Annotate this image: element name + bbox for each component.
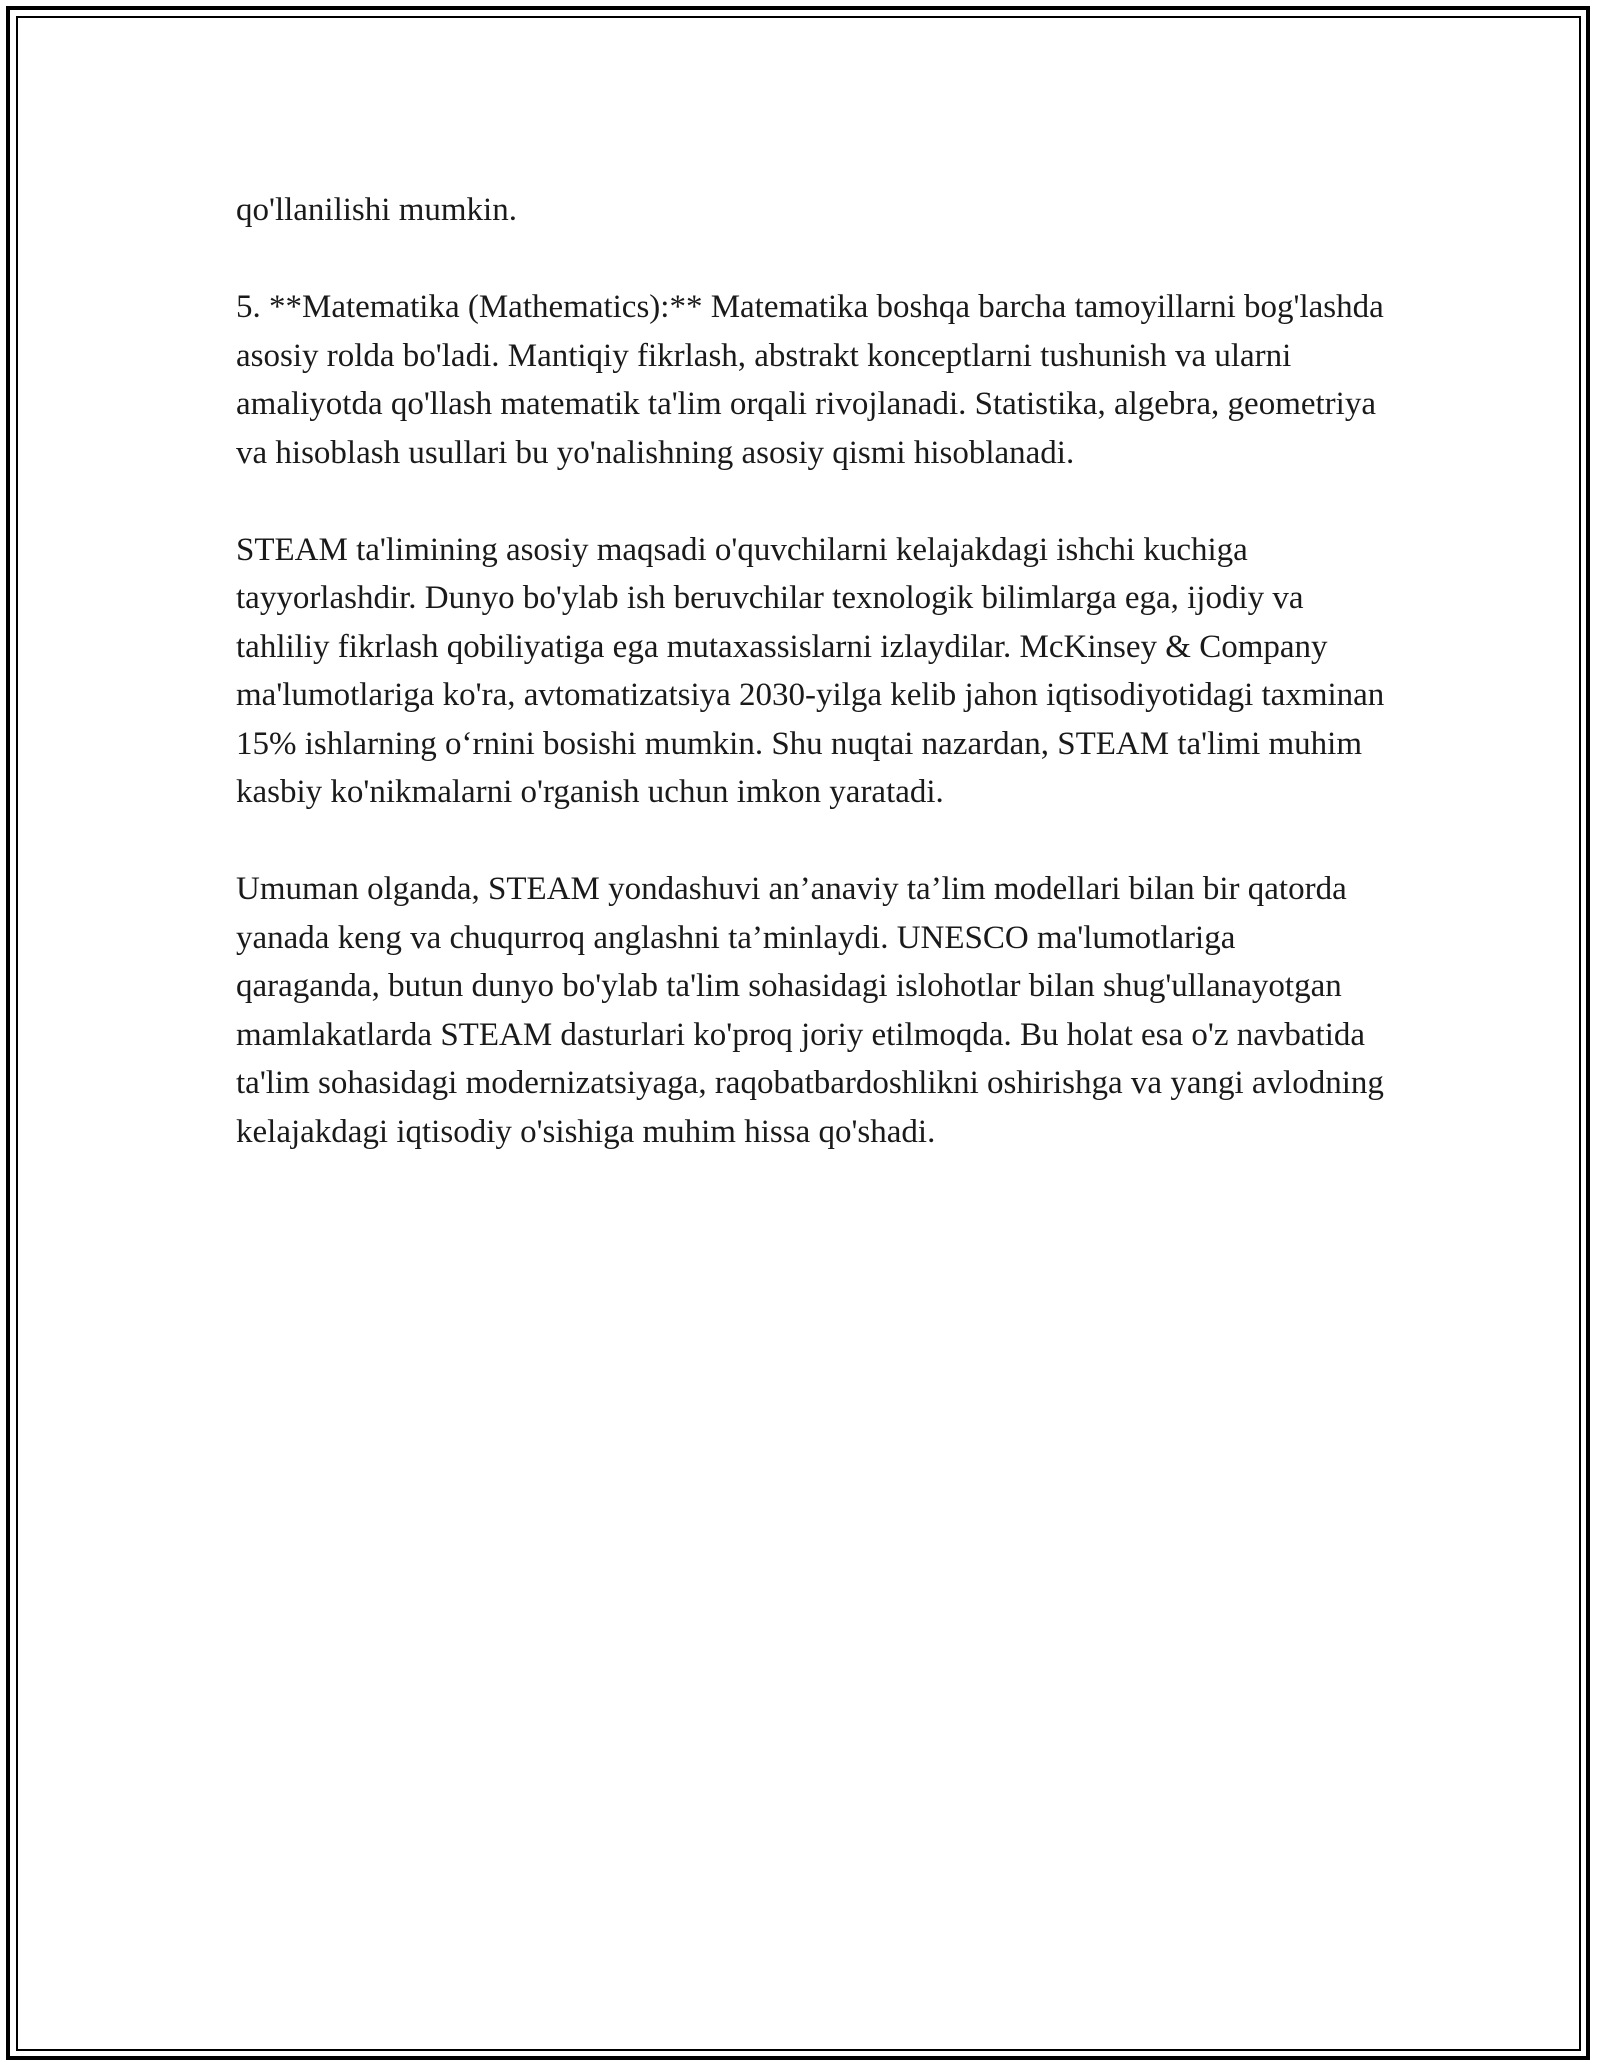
paragraph-mathematics: 5. **Matematika (Mathematics):** Matematika boshqa barcha tamoyillarni bog'lashda asosiy rolda bo'ladi. Mantiqiy fikrlash, abstrakt konceptlarni tushunish va ularni amaliyotda qo'llash matematik ta'lim orqali rivojlanadi. Statistika, algebra, geometriya va hisoblash usullari bu yo'nalishning asosiy qismi hisoblanadi. bbox=[236, 289, 1384, 471]
paragraph-steam-goal: STEAM ta'limining asosiy maqsadi o'quvchilarni kelajakdagi ishchi kuchiga tayyorlashdir. Dunyo bo'ylab ish beruvchilar texnologik bilimlarga ega, ijodiy va tahliliy fikrlash qobiliyatiga ega mutaxassislarni izlaydilar. McKinsey & Company ma'lumotlariga ko'ra, avtomatizatsiya 2030-yilga kelib jahon iqtisodiyotidagi taxminan 15% ishlarning o‘rnini bosishi mumkin. Shu nuqtai nazardan, STEAM ta'limi muhim kasbiy ko'nikmalarni o'rganish uchun imkon yaratadi. bbox=[236, 531, 1385, 810]
paragraph-conclusion: Umuman olganda, STEAM yondashuvi an’anaviy ta’lim modellari bilan bir qatorda yanada keng va chuqurroq anglashni ta’minlaydi. UNESCO ma'lumotlariga qaraganda, butun dunyo bo'ylab ta'lim sohasidagi islohotlar bilan shug'ullanayotgan mamlakatlarda STEAM dasturlari ko'proq joriy etilmoqda. Bu holat esa o'z navbatida ta'lim sohasidagi modernizatsiyaga, raqobatbardoshlikni oshirishga va yangi avlodning kelajakdagi iqtisodiy o'sishiga muhim hissa qo'shadi. bbox=[236, 871, 1384, 1150]
paragraph-continuation: qo'llanilishi mumkin. bbox=[236, 192, 517, 228]
document-body bbox=[236, 186, 1386, 1205]
